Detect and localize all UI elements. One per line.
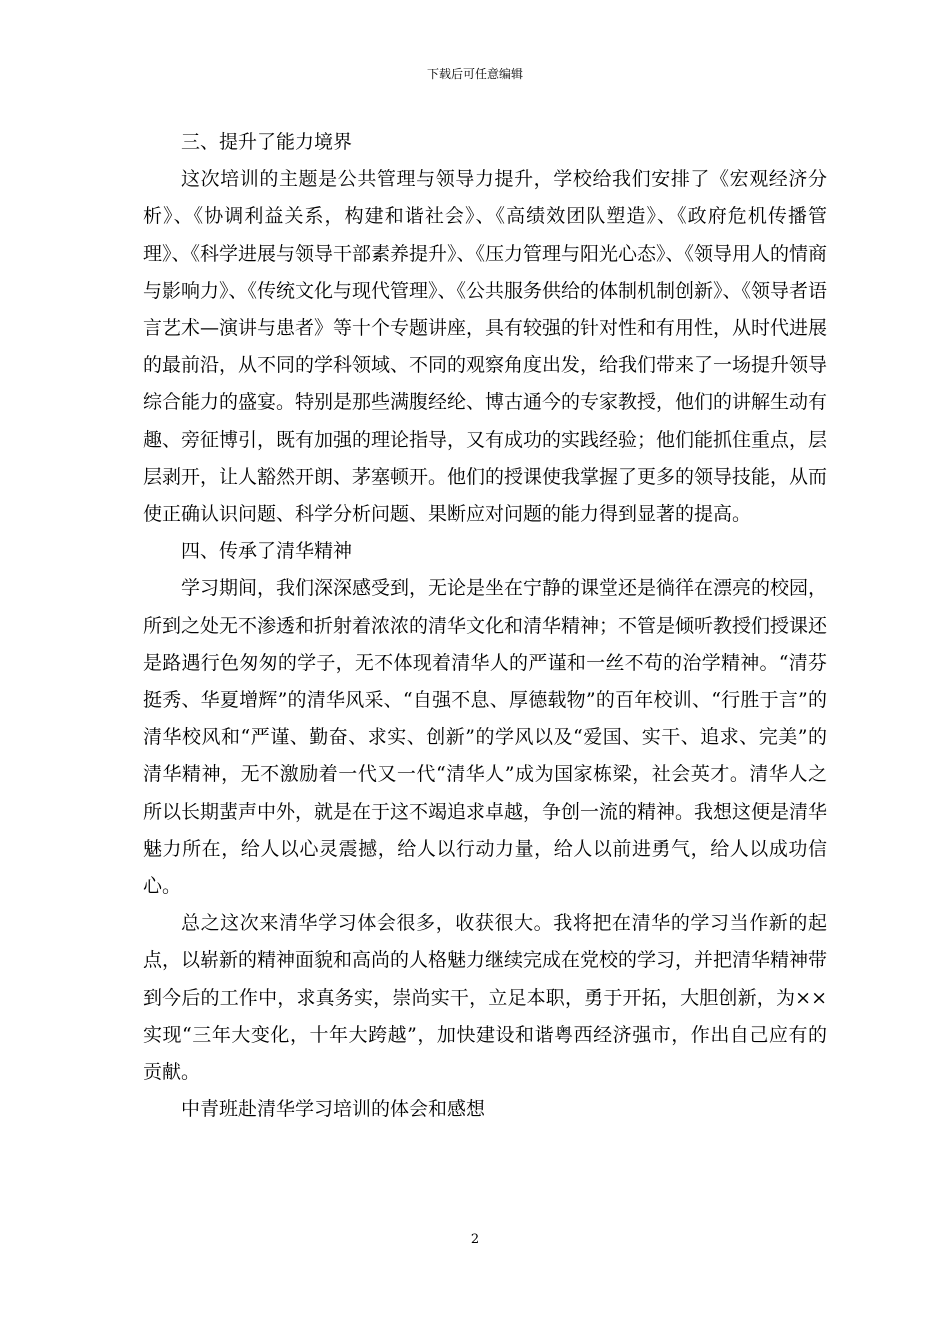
paragraph-capability: 这次培训的主题是公共管理与领导力提升，学校给我们安排了《宏观经济分析》、《协调利益关系，构建和谐社会》、《高绩效团队塑造》、《政府危机传播管理》、《科学进展与领导干部素养提升》、《压力管理与阳光心态》、《领导用人的情商与影响力》、《传统文化与现代管理》、《公共服务供给的体制机制创新》、《领导者语言艺术—演讲与患者》等十个专题讲座，具有较强的针对性和有用性，从时代进展的最前沿，从不同的学科领域、不同的观察角度出发，给我们带来了一场提升领导综合能力的盛宴。特别是那些满腹经纶、博古通今的专家教授，他们的讲解生动有趣、旁征博引，既有加强的理论指导，又有成功的实践经验；他们能抓住重点，层层剥开，让人豁然开朗、茅塞顿开。他们的授课使我掌握了更多的领导技能，从而使正确认识问题、科学分析问题、果断应对问题的能力得到显著的提高。 bbox=[143, 168, 828, 526]
section-heading-3: 三、提升了能力境界 bbox=[181, 131, 353, 153]
paragraph-title-next: 中青班赴清华学习培训的体会和感想 bbox=[181, 1098, 486, 1121]
paragraph-conclusion: 总之这次来清华学习体会很多，收获很大。我将把在清华的学习当作新的起点，以崭新的精神面貌和高尚的人格魅力继续完成在党校的学习，并把清华精神带到今后的工作中，求真务实，崇尚实干，立足本职，勇于开拓，大胆创新，为××实现“三年大变化，十年大跨越”，加快建设和谐粤西经济强市，作出自己应有的贡献。 bbox=[143, 912, 828, 1084]
page-number: 2 bbox=[470, 1232, 480, 1247]
page-header: 下载后可任意编辑 bbox=[426, 67, 523, 81]
document-body bbox=[143, 124, 827, 1128]
paragraph-tsinghua-spirit: 学习期间，我们深深感受到，无论是坐在宁静的课堂还是徜徉在漂亮的校园，所到之处无不渗透和折射着浓浓的清华文化和清华精神；不管是倾听教授们授课还是路遇行色匆匆的学子，无不体现着清华人的严谨和一丝不苟的治学精神。“清芬挺秀、华夏增辉”的清华风采、“自强不息、厚德载物”的百年校训、“行胜于言”的清华校风和“严谨、勤奋、求实、创新”的学风以及“爱国、实干、追求、完美”的清华精神，无不激励着一代又一代“清华人”成为国家栋梁，社会英才。清华人之所以长期蜚声中外，就是在于这不竭追求卓越，争创一流的精神。我想这便是清华魅力所在，给人以心灵震撼，给人以行动力量，给人以前进勇气，给人以成功信心。 bbox=[143, 577, 828, 898]
section-heading-4: 四、传承了清华精神 bbox=[181, 540, 353, 563]
